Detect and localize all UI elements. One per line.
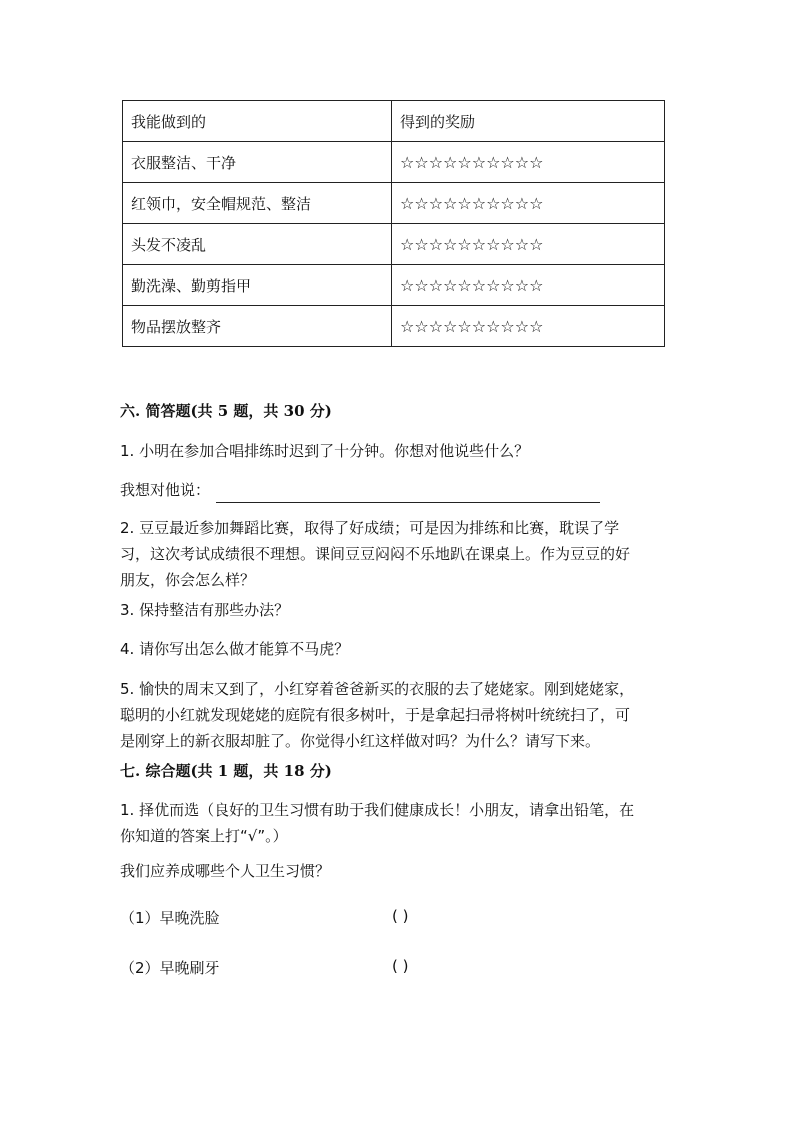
option-label: （2）早晚刷牙	[120, 959, 220, 977]
question-7-prompt: 我们应养成哪些个人卫生习惯？	[120, 862, 331, 880]
table-row	[123, 142, 665, 183]
question-6-3: 3. 保持整洁有那些办法？	[120, 601, 290, 619]
table-row	[123, 183, 665, 224]
option-label: （1）早晚洗脸	[120, 909, 220, 927]
table-cell-item: 头发不凌乱	[123, 224, 392, 265]
section-7-heading: 七. 综合题(共 1 题，共 18 分)	[120, 762, 332, 780]
question-line: 习，这次考试成绩很不理想。课间豆豆闷闷不乐地趴在课桌上。作为豆豆的好	[120, 545, 631, 563]
question-6-4: 4. 请你写出怎么做才能算不马虎？	[120, 640, 350, 658]
table-cell-item: 勤洗澡、勤剪指甲	[123, 265, 392, 306]
table-row	[123, 224, 665, 265]
option-answer-paren[interactable]: ( )	[392, 957, 409, 975]
question-7-1	[120, 797, 668, 849]
section-6-heading: 六. 简答题(共 5 题，共 30 分)	[120, 402, 332, 420]
question-line: 是刚穿上的新衣服却脏了。你觉得小红这样做对吗？为什么？请写下来。	[120, 732, 601, 750]
question-line: 2. 豆豆最近参加舞蹈比赛，取得了好成绩；可是因为排练和比赛，耽误了学	[120, 519, 620, 537]
table-cell-item: 物品摆放整齐	[123, 306, 392, 347]
question-line: 你知道的答案上打“√”。）	[120, 827, 288, 845]
answer-blank-line[interactable]	[216, 484, 600, 503]
table-header-row	[123, 101, 665, 142]
table-header-cell: 得到的奖励	[392, 101, 665, 142]
question-line: 聪明的小红就发现姥姥的庭院有很多树叶，于是拿起扫帚将树叶统统扫了，可	[120, 706, 631, 724]
option-answer-paren[interactable]: ( )	[392, 907, 409, 925]
table-cell-reward: ☆☆☆☆☆☆☆☆☆☆	[392, 224, 665, 265]
table-cell-item: 红领巾，安全帽规范、整洁	[123, 183, 392, 224]
question-line: 1. 择优而选（良好的卫生习惯有助于我们健康成长！小朋友，请拿出铅笔，在	[120, 801, 635, 819]
table-cell-item: 衣服整洁、干净	[123, 142, 392, 183]
reward-table	[122, 100, 665, 347]
question-6-1: 1. 小明在参加合唱排练时迟到了十分钟。你想对他说些什么？	[120, 442, 530, 460]
table-row	[123, 306, 665, 347]
table-cell-reward: ☆☆☆☆☆☆☆☆☆☆	[392, 183, 665, 224]
question-6-5	[120, 676, 668, 754]
question-6-2	[120, 515, 668, 593]
question-line: 朋友，你会怎么样？	[120, 571, 256, 589]
answer-label: 我想对他说：	[120, 481, 211, 499]
answer-line-row	[120, 477, 668, 503]
table-row	[123, 265, 665, 306]
table-cell-reward: ☆☆☆☆☆☆☆☆☆☆	[392, 265, 665, 306]
table-header-cell: 我能做到的	[123, 101, 392, 142]
table-cell-reward: ☆☆☆☆☆☆☆☆☆☆	[392, 142, 665, 183]
table-cell-reward: ☆☆☆☆☆☆☆☆☆☆	[392, 306, 665, 347]
question-line: 5. 愉快的周末又到了，小红穿着爸爸新买的衣服的去了姥姥家。刚到姥姥家，	[120, 680, 635, 698]
